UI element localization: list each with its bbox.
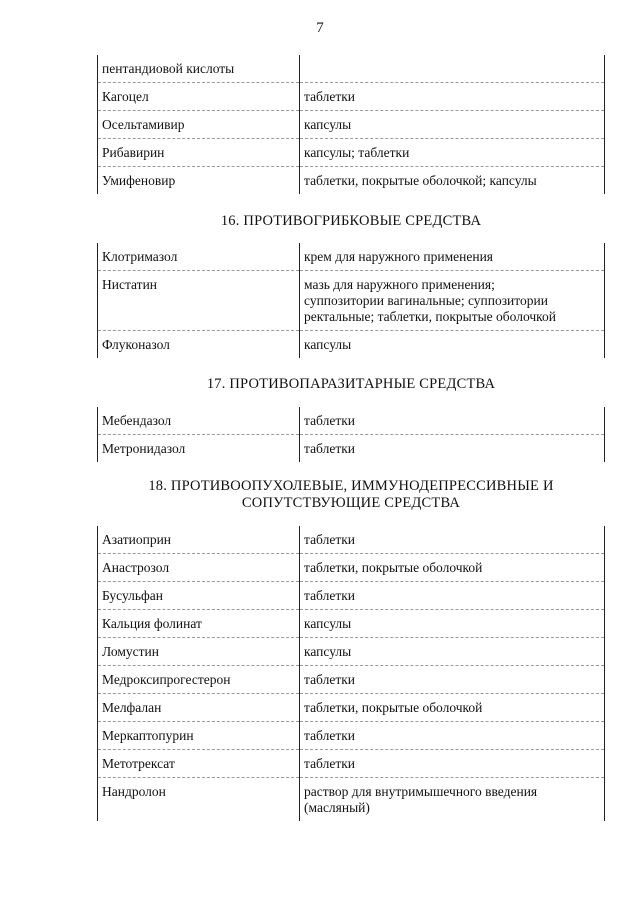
table-row: [98, 638, 605, 666]
section-heading-16: 16. ПРОТИВОГРИБКОВЫЕ СРЕДСТВА: [220, 213, 482, 229]
drug-form: [300, 55, 605, 83]
table-row: [98, 610, 605, 638]
table-row: [98, 83, 605, 111]
table-row: [98, 111, 605, 139]
drug-name: Метронидазол: [98, 435, 300, 463]
drug-form: [300, 778, 605, 822]
table-row: [98, 407, 605, 435]
table-row: [98, 750, 605, 778]
drug-name: пентандиовой кислоты: [98, 55, 300, 83]
drug-form: [300, 271, 605, 331]
table-row: [98, 666, 605, 694]
drug-name: Нандролон: [98, 778, 300, 822]
drug-name: Азатиоприн: [98, 526, 300, 554]
table-row: [98, 243, 605, 271]
page-number: 7: [316, 20, 324, 36]
drug-form: капсулы: [300, 331, 605, 359]
drug-form: таблетки: [300, 435, 605, 463]
drug-name: Осельтамивир: [98, 111, 300, 139]
drug-name: Нистатин: [98, 271, 300, 331]
drug-name: Мебендазол: [98, 407, 300, 435]
table-row: [98, 55, 605, 83]
table-row: [98, 722, 605, 750]
drug-form: капсулы: [300, 610, 605, 638]
drug-form: таблетки: [300, 526, 605, 554]
drug-form: таблетки: [300, 750, 605, 778]
drug-form: таблетки: [300, 722, 605, 750]
drug-form-line: ректальные; таблетки, покрытые оболочкой: [304, 309, 557, 324]
drug-name: Умифеновир: [98, 167, 300, 195]
drug-form-line: раствор для внутримышечного введения: [304, 784, 538, 799]
drug-form: крем для наружного применения: [300, 243, 605, 271]
table-antiviral-continuation: [97, 55, 605, 194]
drug-form-line: (масляный): [304, 800, 370, 815]
drug-name: Бусульфан: [98, 582, 300, 610]
drug-name: Метотрексат: [98, 750, 300, 778]
table-row: [98, 331, 605, 359]
drug-name: Анастрозол: [98, 554, 300, 582]
table-antiparasitic: [97, 407, 605, 462]
drug-name: Медроксипрогестерон: [98, 666, 300, 694]
drug-form: таблетки: [300, 582, 605, 610]
drug-form: таблетки: [300, 407, 605, 435]
section-heading-line: 18. ПРОТИВООПУХОЛЕВЫЕ, ИММУНОДЕПРЕССИВНЫЕ И: [148, 478, 554, 494]
drug-name: Флуконазол: [98, 331, 300, 359]
drug-name: Клотримазол: [98, 243, 300, 271]
table-row: [98, 435, 605, 463]
section-heading-18: [97, 478, 605, 512]
table-row: [98, 694, 605, 722]
table-row: [98, 582, 605, 610]
drug-name: Мелфалан: [98, 694, 300, 722]
table-row: [98, 139, 605, 167]
drug-form: таблетки: [300, 83, 605, 111]
drug-name: Рибавирин: [98, 139, 300, 167]
table-row: [98, 271, 605, 331]
table-row: [98, 778, 605, 822]
drug-name: Ломустин: [98, 638, 300, 666]
table-antifungal: [97, 243, 605, 358]
section-heading-line: СОПУТСТВУЮЩИЕ СРЕДСТВА: [241, 495, 461, 511]
drug-form: таблетки, покрытые оболочкой; капсулы: [300, 167, 605, 195]
drug-form: капсулы; таблетки: [300, 139, 605, 167]
section-heading-17: 17. ПРОТИВОПАРАЗИТАРНЫЕ СРЕДСТВА: [206, 376, 496, 392]
table-row: [98, 167, 605, 195]
drug-form-line: суппозитории вагинальные; суппозитории: [304, 293, 548, 308]
table-row: [98, 526, 605, 554]
drug-name: Кальция фолинат: [98, 610, 300, 638]
table-antitumor: [97, 526, 605, 821]
drug-form: таблетки: [300, 666, 605, 694]
drug-name: Меркаптопурин: [98, 722, 300, 750]
drug-form: таблетки, покрытые оболочкой: [300, 554, 605, 582]
drug-form-line: мазь для наружного применения;: [304, 277, 495, 292]
drug-name: Кагоцел: [98, 83, 300, 111]
drug-form: капсулы: [300, 111, 605, 139]
table-row: [98, 554, 605, 582]
drug-form: таблетки, покрытые оболочкой: [300, 694, 605, 722]
drug-form: капсулы: [300, 638, 605, 666]
